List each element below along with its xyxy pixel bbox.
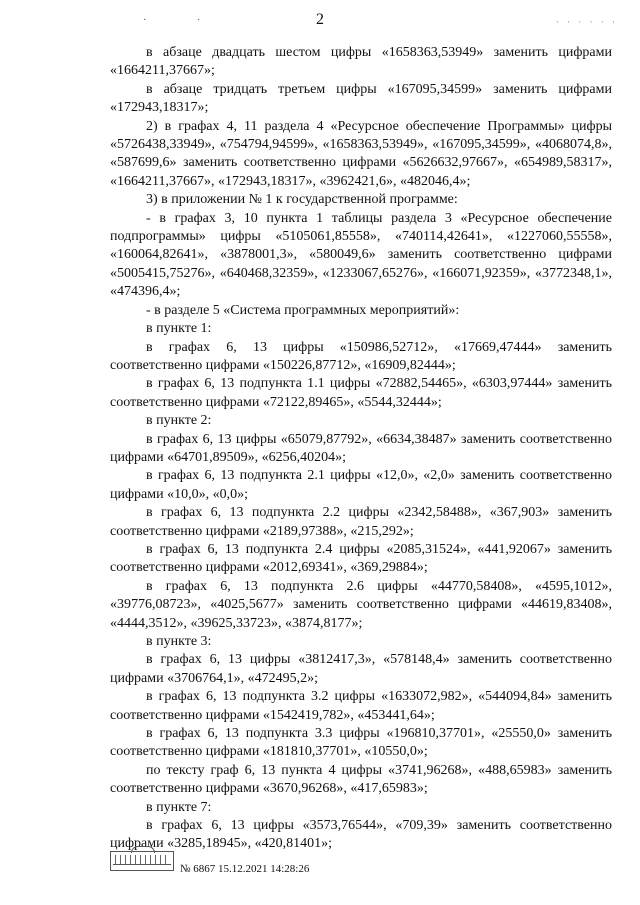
- paragraph: по тексту граф 6, 13 пункта 4 цифры «3741,96268», «488,65983» заменить соответственно цифрами «3670,96268», «417,65983»;: [110, 762, 612, 797]
- scan-artifact-marks: · · · · · ·: [555, 17, 618, 27]
- paragraph: в графах 6, 13 подпункта 1.1 цифры «72882,54465», «6303,97444» заменить соответственно цифрами «72122,89465», «5544,32444»;: [110, 376, 612, 410]
- paragraph: в графах 6, 13 подпункта 3.3 цифры «196810,37701», «25550,0» заменить соответственно цифрами «181810,37701», «10550,0»;: [110, 726, 612, 760]
- paragraph: в графах 6, 13 цифры «150986,52712», «17669,47444» заменить соответственно цифрами «150226,87712», «16909,82444»;: [110, 339, 612, 373]
- paragraph: в графах 6, 13 подпункта 2.1 цифры «12,0», «2,0» заменить соответственно цифрами «10,0», «0,0»;: [110, 468, 612, 502]
- paragraph: в графах 6, 13 подпункта 2.6 цифры «44770,58408», «4595,1012», «39776,08723», «4025,5677» заменить соответственно цифрами «44619,83408», «4444,3512», «39625,33723», «3874,8177»;: [110, 578, 612, 631]
- paragraph: в пункте 2:: [146, 413, 212, 429]
- page-number: 2: [316, 11, 324, 28]
- paragraph: в графах 6, 13 подпункта 3.2 цифры «1633072,982», «544094,84» заменить соответственно цифрами «1542419,782», «453441,64»;: [110, 689, 612, 723]
- document-registration-id: № 6867 15.12.2021 14:28:26: [180, 863, 310, 875]
- paragraph: в графах 6, 13 подпункта 2.4 цифры «2085,31524», «441,92067» заменить соответственно цифрами «2012,69341», «369,29884»;: [110, 541, 612, 576]
- paragraph: в пункте 7:: [146, 799, 212, 815]
- paragraph: 3) в приложении № 1 к государственной программе:: [146, 192, 458, 208]
- paragraph: 2) в графах 4, 11 раздела 4 «Ресурсное обеспечение Программы» цифры «5726438,33949», «754794,94599», «1658363,53949», «167095,34599», «4068074,8», «587699,6» заменить соответственно цифрами «5626632,97667», «654989,58317», «1664211,37667», «172943,18317», «3962421,6», «482046,4»;: [110, 118, 612, 189]
- building-stamp-icon: [110, 851, 174, 871]
- paragraph: в графах 6, 13 цифры «65079,87792», «6634,38487» заменить соответственно цифрами «64701,89509», «6256,40204»;: [110, 431, 612, 465]
- paragraph: в пункте 1:: [146, 321, 212, 337]
- paragraph: в графах 6, 13 цифры «3573,76544», «709,39» заменить соответственно цифрами «3285,18945», «420,81401»;: [110, 818, 612, 852]
- scan-artifact-dots: · ·: [143, 15, 225, 26]
- paragraph: - в разделе 5 «Система программных мероприятий»:: [146, 302, 460, 318]
- paragraph: в графах 6, 13 цифры «3812417,3», «578148,4» заменить соответственно цифрами «3706764,1», «472495,2»;: [110, 652, 612, 686]
- paragraph: в абзаце тридцать третьем цифры «167095,34599» заменить цифрами «172943,18317»;: [110, 81, 612, 116]
- paragraph: в графах 6, 13 подпункта 2.2 цифры «2342,58488», «367,903» заменить соответственно цифрами «2189,97388», «215,292»;: [110, 505, 612, 539]
- paragraph: в абзаце двадцать шестом цифры «1658363,53949» заменить цифрами «1664211,37667»;: [110, 45, 612, 79]
- document-body: [110, 44, 612, 854]
- paragraph: в пункте 3:: [146, 634, 212, 649]
- paragraph: - в графах 3, 10 пункта 1 таблицы раздела 3 «Ресурсное обеспечение подпрограммы» цифры «5105061,85558», «740114,42641», «1227060,55558», «160064,82641», «3878001,3», «580049,6» заменить соответственно цифрами «5005415,75276», «640468,32359», «1233067,65276», «166071,92359», «3772348,1», «474396,4»;: [110, 210, 612, 300]
